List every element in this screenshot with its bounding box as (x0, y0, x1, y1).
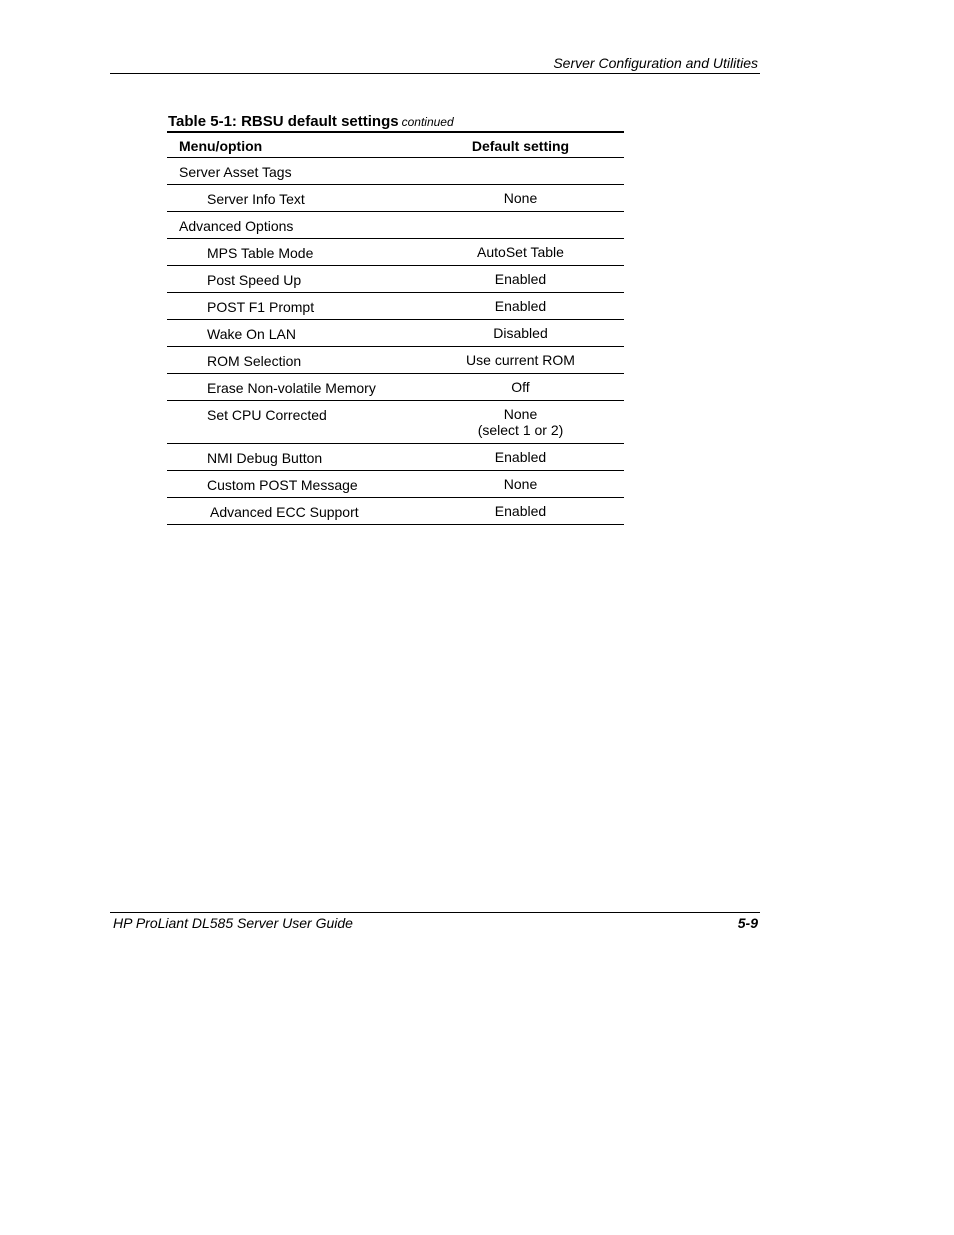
table-row (167, 266, 624, 293)
default-setting-cell (449, 190, 592, 206)
footer-guide-title: HP ProLiant DL585 Server User Guide (113, 915, 353, 931)
default-setting-value: AutoSet Table (477, 244, 564, 260)
menu-option-cell: Server Info Text (207, 191, 305, 207)
header-rule (110, 73, 760, 74)
table-row (167, 401, 624, 444)
menu-option-cell: Set CPU Corrected (207, 407, 327, 423)
table-row (167, 374, 624, 401)
table-row (167, 239, 624, 266)
menu-option-cell: ROM Selection (207, 353, 302, 369)
default-setting-cell (449, 271, 592, 287)
running-header: Server Configuration and Utilities (553, 55, 758, 71)
table-row (167, 444, 624, 471)
default-setting-note: (select 1 or 2) (477, 422, 564, 438)
menu-option-cell: Erase Non-volatile Memory (207, 380, 376, 396)
menu-option-cell: Server Asset Tags (179, 164, 292, 180)
default-setting-value: Enabled (494, 503, 547, 519)
default-setting-value: Off (511, 379, 530, 395)
default-setting-cell (449, 379, 592, 395)
table-row (167, 293, 624, 320)
default-setting-cell (449, 503, 592, 519)
menu-option-cell: Advanced Options (179, 218, 294, 234)
rbsu-settings-table (167, 131, 624, 525)
default-setting-cell (449, 406, 592, 438)
default-setting-value: Enabled (494, 271, 547, 287)
default-setting-value: Use current ROM (466, 352, 575, 368)
table-row (167, 158, 624, 185)
table-row (167, 471, 624, 498)
default-setting-value: None (503, 476, 538, 492)
table-header-row (167, 133, 624, 158)
table-caption-title: Table 5-1: RBSU default settings (168, 113, 399, 130)
column-header-menu: Menu/option (179, 138, 263, 154)
table-row (167, 498, 624, 525)
table-row (167, 320, 624, 347)
default-setting-cell (449, 476, 592, 492)
menu-option-cell: NMI Debug Button (207, 450, 323, 466)
table-row (167, 347, 624, 374)
menu-option-cell: Wake On LAN (207, 326, 296, 342)
table-caption (168, 113, 454, 131)
table-row (167, 185, 624, 212)
menu-option-cell: Custom POST Message (207, 477, 358, 493)
default-setting-cell (449, 449, 592, 465)
menu-option-cell: MPS Table Mode (207, 245, 314, 261)
default-setting-cell (449, 352, 592, 368)
default-setting-value: Disabled (493, 325, 548, 341)
default-setting-cell (449, 298, 592, 314)
default-setting-value: Enabled (494, 298, 547, 314)
default-setting-cell (449, 244, 592, 260)
default-setting-value: Enabled (494, 449, 547, 465)
default-setting-cell (449, 325, 592, 341)
default-setting-value: None (503, 406, 538, 422)
table-caption-note: continued (401, 115, 454, 129)
footer-rule (110, 912, 760, 913)
column-header-default: Default setting (471, 138, 570, 154)
page-number: 5-9 (737, 915, 758, 931)
menu-option-cell: Advanced ECC Support (210, 504, 359, 520)
menu-option-cell: Post Speed Up (207, 272, 302, 288)
default-setting-value: None (503, 190, 538, 206)
menu-option-cell: POST F1 Prompt (207, 299, 315, 315)
table-row (167, 212, 624, 239)
